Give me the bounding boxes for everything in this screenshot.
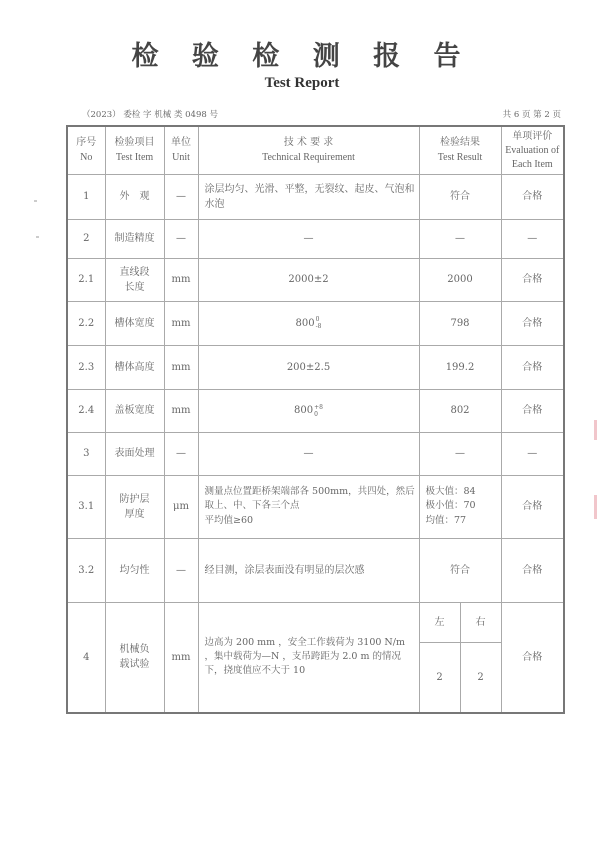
- header-unit: 单位 Unit: [164, 126, 198, 174]
- table-row: 2.4 盖板宽度 mm 800 +8 0 802 合格: [67, 389, 564, 432]
- header-no: 序号 No: [67, 126, 105, 174]
- header-test-item: 检验项目 Test Item: [105, 126, 164, 174]
- tolerance-requirement: 800 0 -8: [198, 301, 419, 345]
- table-row: 4 机械负载试验 mm 边高为 200 mm ，安全工作载荷为 3100 N/m ，集中载荷为—N ，支吊跨距为 2.0 m 的情况下，挠度值应不大于 10 左 右 合格: [67, 602, 564, 642]
- scan-speck: [34, 200, 37, 202]
- header-test-result: 检验结果 Test Result: [419, 126, 501, 174]
- stamp-mark: [594, 420, 597, 440]
- table-row: 2.3 槽体高度 mm 200±2.5 199.2 合格: [67, 345, 564, 389]
- header-evaluation: 单项评价 Evaluation of Each Item: [501, 126, 564, 174]
- table-row: 2 2: [67, 642, 564, 713]
- stamp-mark: [594, 495, 597, 519]
- table-row: 2.1 直线段长度 mm 2000±2 2000 合格: [67, 258, 564, 301]
- report-number: （2023） 委检 字 机械 类 0498 号: [82, 110, 218, 120]
- header-requirement: 技 术 要 求 Technical Requirement: [198, 126, 419, 174]
- table-row: 3.2 均匀性 — 经目测，涂层表面没有明显的层次感 符合 合格: [67, 538, 564, 602]
- table-row: 1 外 观 — 涂层均匀、光滑、平整，无裂纹、起皮、气泡和水泡 符合 合格: [67, 174, 564, 219]
- table-header-row: [67, 126, 564, 174]
- test-results-table: [66, 125, 565, 714]
- report-title-en: Test Report: [264, 75, 340, 91]
- table-row: 2 制造精度 — — — —: [67, 219, 564, 258]
- table-row: 3 表面处理 — — — —: [67, 432, 564, 475]
- table-row: 3.1 防护层厚度 μm 测量点位置距桥架端部各 500mm，共四处，然后取上、中、下各三个点 平均值≥60 极大值：84 极小值：70 均值：77 合格: [67, 475, 564, 538]
- report-title-cn: 检 验 检 测 报 告: [131, 41, 473, 72]
- scan-speck: [36, 236, 39, 238]
- table-row: 2.2 槽体宽度 mm 800 0 -8 798 合格: [67, 301, 564, 345]
- page-info: 共 6 页 第 2 页: [502, 110, 561, 120]
- tolerance-requirement: 800 +8 0: [198, 389, 419, 432]
